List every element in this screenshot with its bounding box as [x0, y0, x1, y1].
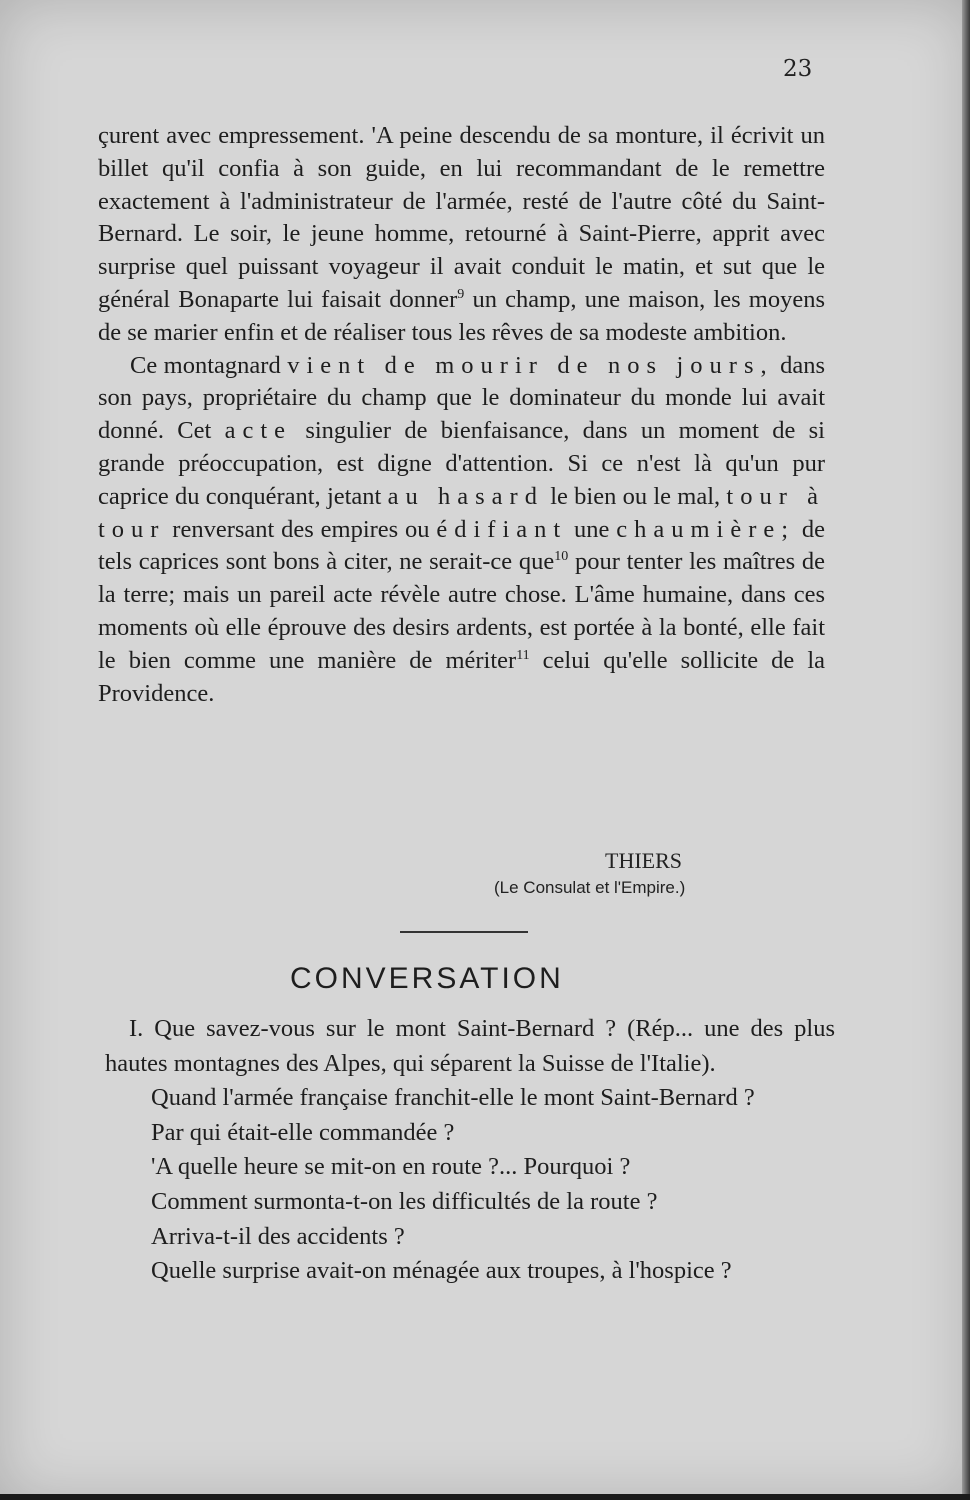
section-title: CONVERSATION: [290, 962, 564, 995]
question-item: Quand l'armée française franchit-elle le mont Saint-Bernard ?: [151, 1084, 755, 1112]
p2-spaced-2: acte: [224, 417, 293, 445]
p2-spaced-5: édifiant: [436, 515, 568, 543]
question-item: Par qui était-elle commandée ?: [151, 1118, 455, 1146]
p2-text-4: le bien ou le mal,: [543, 482, 727, 510]
p1-part-c: un champ, une maison, les moyens de se marier enfin et de réaliser tous les rêves de sa modeste ambition.: [98, 285, 825, 346]
passage-paragraph-1: [98, 120, 825, 350]
p2-text-2: dans son pays, propriétaire du champ que le dominateur du monde lui avait donné. Cet: [98, 351, 825, 445]
footnote-marker-11: 11: [516, 647, 530, 663]
footnote-marker-10: 10: [554, 549, 569, 565]
p2-text-7: de tels caprices sont bons à citer, ne serait-ce que: [98, 515, 825, 576]
p2-text-3: singulier de bienfaisance, dans un moment de si grande préoccupation, est digne d'attention. Si ce n'est là qu'un pur caprice du conquérant, jetant: [98, 417, 825, 510]
p2-spaced-1: vient de mourir de nos jours,: [287, 351, 774, 379]
p2-text-6: une: [567, 515, 617, 543]
section-divider: [400, 931, 528, 933]
page-bottom-edge: [0, 1494, 970, 1500]
p1-part-a: çurent avec empressement.: [98, 122, 372, 149]
p2-spaced-6: chaumière;: [616, 515, 796, 543]
author-name: THIERS: [605, 848, 682, 873]
passage-paragraph-2: [98, 350, 825, 711]
question-item: Comment surmonta-t-on les difficultés de la route ?: [151, 1187, 658, 1215]
p2-text-8: pour tenter les maîtres de la terre; mais un pareil acte révèle autre chose. L'âme humaine, dans ces moments où elle éprouve des desirs ardents, est portée à la bonté, elle fait le bien comme une manière de mériter: [98, 548, 825, 674]
footnote-marker-9: 9: [457, 286, 465, 302]
page-number: 23: [783, 56, 813, 82]
p2-spaced-4: tour à tour: [98, 482, 825, 543]
question-list: [105, 1012, 835, 1289]
question-item: 'A quelle heure se mit-on en route ?... Pourquoi ?: [151, 1153, 631, 1181]
page-edge-shadow: [962, 0, 970, 1500]
p1-part-b: 'A peine descendu de sa monture, il écrivit un billet qu'il confia à son guide, en lui recommandant de le remettre exactement à l'administrateur de l'armée, resté de l'autre côté du Saint-Bernard. Le soir, le jeune homme, retourné à Saint-Pierre, apprit avec surprise quel puissant voyageur il avait conduit le matin, et sut que le général Bonaparte lui faisait donner: [98, 122, 826, 313]
question-item: Arriva-t-il des accidents ?: [151, 1222, 405, 1250]
p2-text-9: celui qu'elle sollicite de la Providence.: [98, 646, 825, 707]
passage-text: [98, 120, 825, 710]
p2-spaced-3: au hasard: [387, 482, 544, 510]
question-item: Quelle surprise avait-on ménagée aux troupes, à l'hospice ?: [151, 1257, 732, 1285]
p2-text-1: Ce montagnard: [130, 351, 288, 379]
question-item: I. Que savez-vous sur le mont Saint-Bernard ? (Rép... une des plus hautes montagnes des Alpes, qui séparent la Suisse de l'Italie).: [105, 1015, 835, 1077]
source-work: (Le Consulat et l'Empire.): [494, 878, 686, 897]
p2-text-5: renversant des empires ou: [165, 515, 437, 543]
